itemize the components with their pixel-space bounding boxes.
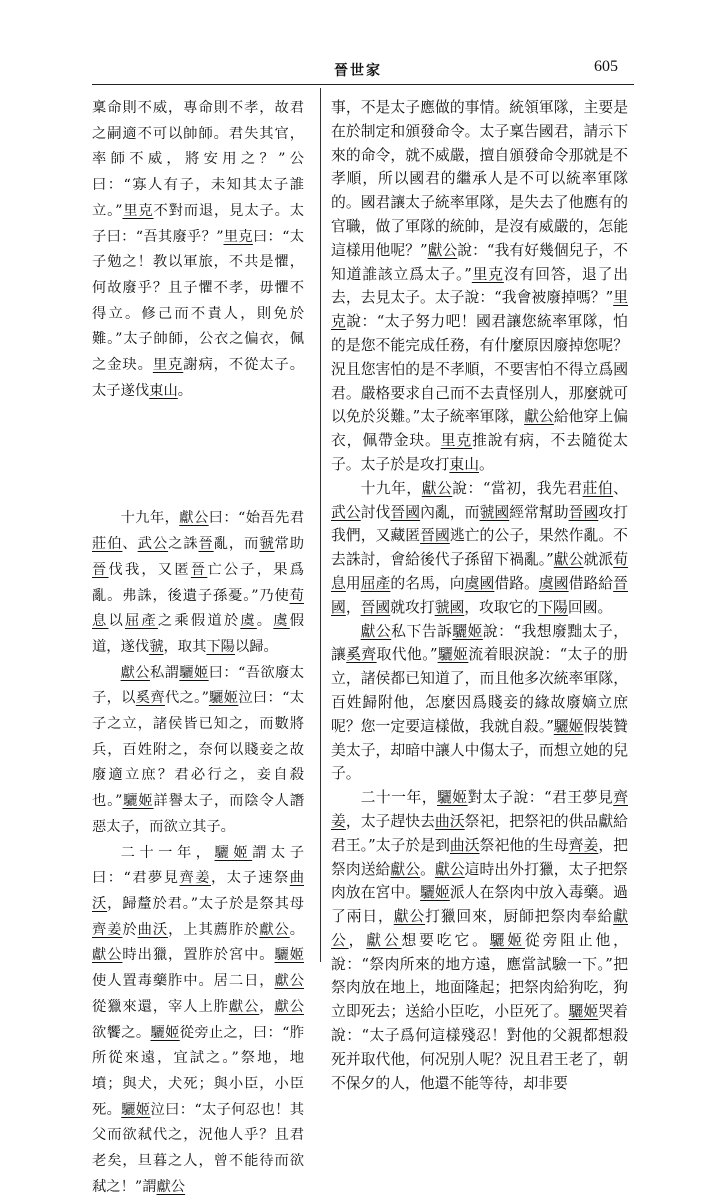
text-run: 說：“我想廢黜太子，讓 <box>331 622 628 664</box>
proper-noun: 里克 <box>471 265 504 283</box>
text-run: 曰：“吾欲廢太子，以 <box>92 664 305 707</box>
proper-noun: 虢國 <box>434 598 465 616</box>
text-run: 假裝贊美太子，却暗中讓人中傷太子，而想立她的兒子。 <box>331 717 628 783</box>
proper-noun: 獻公 <box>393 908 426 926</box>
text-run: 伐我，又匿 <box>108 561 191 578</box>
text-run: 之誅 <box>168 536 199 553</box>
text-run: 詳譽太子，而陰令人譖惡太子，而欲立其子。 <box>92 793 305 835</box>
text-run: 。 <box>177 382 193 399</box>
text-run: ，太子速祭 <box>210 870 290 887</box>
proper-noun: 驪姬 <box>121 1101 151 1118</box>
proper-noun: 獻公 <box>360 622 392 640</box>
text-run: 對太子說：“君王夢見 <box>467 789 614 807</box>
proper-noun: 晉 <box>190 561 208 578</box>
text-run: 以歸。 <box>234 638 278 655</box>
proper-noun: 屈產 <box>360 574 391 592</box>
text-run: 給他穿上偏衣，佩帶金玦。 <box>331 408 628 450</box>
proper-noun: 晉國 <box>331 574 628 616</box>
text-run: 謂太子曰：“君夢見 <box>92 844 305 887</box>
proper-noun: 里克 <box>122 202 154 219</box>
running-header-title: 晉世家 <box>334 63 382 79</box>
proper-noun: 莊伯 <box>582 479 614 497</box>
text-run: 、 <box>613 479 628 497</box>
proper-noun: 里克 <box>223 228 253 245</box>
proper-noun: 東山 <box>149 382 178 399</box>
text-run: 說：“當初，我先君 <box>452 479 583 497</box>
text-run: 假道，遂伐 <box>92 613 305 655</box>
text-run: 之乘假道於 <box>157 613 241 630</box>
text-run: 使人置毒藥胙中。居二日， <box>92 973 275 990</box>
text-run: 、 <box>122 536 138 553</box>
proper-noun: 齊姜 <box>92 921 123 938</box>
text-run: 時出獵，置胙於宮中。 <box>122 947 275 964</box>
text-run: 想要吃它。 <box>401 931 490 949</box>
proper-noun: 奚齊 <box>135 690 165 707</box>
text-run: 從旁阻止他，說：“祭肉所來的地方遠，應當試驗一下。”把祭肉放在地上，地面隆起；把祭肉給狗吃，狗立即死去；送給小臣吃，小臣死了。 <box>331 931 628 1021</box>
proper-noun: 驪姬 <box>437 789 468 807</box>
proper-noun: 驪姬 <box>553 717 584 735</box>
text-run: 祭祀他的生母 <box>479 836 569 854</box>
text-run: 從旁止之，曰：“胙所從來遠，宜試之。”祭地，地墳；與犬，犬死；與小臣，小臣死。 <box>92 1024 305 1118</box>
text-run: 十九年， <box>360 479 422 497</box>
proper-noun: 晉國 <box>360 598 391 616</box>
proper-noun: 里克 <box>152 357 184 374</box>
text-run: 討伐 <box>360 503 391 521</box>
proper-noun: 晉 <box>92 561 109 578</box>
proper-noun: 荀息 <box>92 587 304 630</box>
text-run: ，把祭肉送給 <box>331 836 628 878</box>
text-run: 內亂，而 <box>420 503 480 521</box>
proper-noun: 驪姬 <box>208 690 239 707</box>
proper-noun: 驪姬 <box>489 931 525 949</box>
text-run: 欲饗之。 <box>92 1024 151 1041</box>
text-run: 泣曰：“太子何忍也！其父而欲弒代之，況他人乎？且君老矣，旦暮之人，曾不能待而欲弒之！”謂 <box>92 1101 305 1195</box>
proper-noun: 獻公 <box>427 241 458 259</box>
proper-noun: 驪姬 <box>122 793 154 810</box>
text-run: 曰：“太子勉之！教以軍旅，不共是懼，何故廢乎？且子懼不孝，毋懼不得立。修己而不責人，則免於難。”太子帥師，公衣之偏衣，佩之金玦。 <box>92 228 304 374</box>
text-run: 推說有病，不去隨從太子。太子於是攻打 <box>331 432 628 473</box>
text-run: 取代他。” <box>376 646 438 664</box>
proper-noun: 獻公 <box>524 408 554 426</box>
text-run: 二十一年， <box>360 789 438 807</box>
text-run: 的名馬，向 <box>390 574 465 592</box>
proper-noun: 獻公 <box>434 860 465 878</box>
proper-noun: 屈產 <box>124 613 158 630</box>
proper-noun: 下陽 <box>538 598 568 616</box>
proper-noun: 獻公 <box>259 921 290 938</box>
proper-noun: 獻公 <box>156 1178 186 1195</box>
text-run: 哭着說：“太子爲何這樣殘忍！對他的父親都想殺死并取代他，何况别人呢？況且君王老了，朝不保夕的人，他還不能等待，却非要 <box>331 1003 628 1092</box>
text-run: 常助 <box>274 536 305 553</box>
text-run: 謝病，不從太子。太子遂伐 <box>92 357 305 399</box>
original-text-column <box>92 96 304 1200</box>
paragraph <box>92 506 304 660</box>
proper-noun: 虢國 <box>479 503 510 521</box>
text-run: 用 <box>345 574 361 592</box>
text-run: 從獵來還，宰人上胙 <box>92 998 229 1015</box>
text-run: ， <box>345 598 361 616</box>
text-run: 就派 <box>583 551 614 569</box>
text-run: 私謂 <box>149 664 180 681</box>
text-run: 曰：“始吾先君 <box>208 510 305 527</box>
proper-noun: 虞 <box>240 613 257 630</box>
text-run: 借路給 <box>568 574 614 592</box>
proper-noun: 齊姜 <box>331 789 628 830</box>
proper-noun: 驪姬 <box>214 844 253 861</box>
text-run: 流着眼淚說：“太子的册立，諸侯都已知道了，而且他多次統率軍隊，百姓歸附他，怎麼因爲賤妾的緣故廢嫡立庶呢？您一定要這樣做，我就自殺。” <box>331 646 628 735</box>
text-run: 。 <box>289 921 305 938</box>
proper-noun: 晉國 <box>390 503 421 521</box>
text-run: 。 <box>420 860 435 878</box>
proper-noun: 曲沃 <box>434 812 465 830</box>
column-divider <box>320 88 321 962</box>
proper-noun: 武公 <box>137 536 169 553</box>
proper-noun: 晉 <box>198 536 214 553</box>
proper-noun: 東山 <box>449 455 479 473</box>
proper-noun: 驪姬 <box>274 947 305 964</box>
text-run: ，歸釐於君。”太子於是祭其母 <box>107 895 304 912</box>
paragraph <box>92 841 304 1200</box>
paragraph <box>331 96 628 477</box>
text-run: 亡公子，果爲亂。弗誅，後遺子孫憂。”乃使 <box>92 561 305 604</box>
proper-noun: 里克 <box>440 432 473 450</box>
proper-noun: 武公 <box>331 503 361 521</box>
proper-noun: 晉國 <box>420 527 450 545</box>
proper-noun: 下陽 <box>206 638 235 655</box>
text-run: 。 <box>256 613 274 630</box>
proper-noun: 獻公 <box>179 510 209 527</box>
proper-noun: 獻公 <box>120 664 150 681</box>
text-run: 逃亡的公子，果然作亂。不去誅討，會給後代子孫留下禍亂。” <box>331 527 628 569</box>
proper-noun: 獻公 <box>92 947 123 964</box>
text-run: 派人在祭肉中放入毒藥。過了兩日， <box>331 884 628 926</box>
text-run: 這時出外打獵，太子把祭肉放在宮中。 <box>331 860 628 902</box>
paragraph <box>331 620 628 787</box>
proper-noun: 驪姬 <box>568 1003 599 1021</box>
proper-noun: 曲沃 <box>449 836 480 854</box>
text-run: 說：“我有好幾個兒子，不知道誰該立爲太子。” <box>331 241 628 283</box>
proper-noun: 獻公 <box>366 931 402 949</box>
proper-noun: 獻公 <box>553 551 584 569</box>
proper-noun: 曲沃 <box>92 870 305 912</box>
text-run: 打獵回來，厨師把祭肉奉給 <box>425 908 614 926</box>
text-run: 亂，而 <box>213 536 260 553</box>
proper-noun: 獻公 <box>274 998 305 1015</box>
paragraph <box>92 96 304 404</box>
text-run: 私下告訴 <box>391 622 453 640</box>
text-run: ，取其 <box>163 638 207 655</box>
proper-noun: 虞國 <box>464 574 495 592</box>
text-run: 於 <box>122 921 138 938</box>
text-run: 攻打我們，又藏匿 <box>331 503 628 545</box>
proper-noun: 奚齊 <box>346 646 377 664</box>
proper-noun: 虞 <box>273 613 290 630</box>
text-run: 稟命則不威，專命則不孝，故君之嗣適不可以帥師。君失其官，率師不威，將安用之？”公曰：“寡人有子，未知其太子誰立。” <box>92 100 304 219</box>
text-run: 十九年， <box>120 510 180 527</box>
proper-noun: 莊伯 <box>92 536 123 553</box>
proper-noun: 驪姬 <box>150 1024 180 1041</box>
text-run: 借路。 <box>494 574 539 592</box>
proper-noun: 獻公 <box>274 973 305 990</box>
text-run: 不對而退，見太子。太子曰：“吾其廢乎？” <box>92 202 305 245</box>
proper-noun: 荀息 <box>331 551 628 592</box>
text-run: 泣曰：“太子之立，諸侯皆已知之，而數將兵，百姓附之，奈何以賤妾之故廢適立庶？君必行之，妾自殺也。” <box>92 690 305 810</box>
proper-noun: 驪姬 <box>420 884 450 902</box>
text-run: 回國。 <box>567 598 613 616</box>
translation-column <box>331 96 628 1095</box>
text-run: 以 <box>108 613 125 630</box>
proper-noun: 獻公 <box>228 998 260 1015</box>
proper-noun: 驪姬 <box>179 664 209 681</box>
text-run: 。 <box>479 455 494 473</box>
text-run: ， <box>348 931 367 949</box>
proper-noun: 驪姬 <box>437 646 469 664</box>
proper-noun: 晉國 <box>568 503 599 521</box>
text-run: ， <box>259 998 275 1015</box>
proper-noun: 獻公 <box>390 860 421 878</box>
proper-noun: 曲沃 <box>137 921 169 938</box>
proper-noun: 虞國 <box>538 574 569 592</box>
proper-noun: 獻公 <box>421 479 453 497</box>
text-run: 說：“太子努力吧！國君讓您統率軍隊，怕的是您不能完成任務，有什麼原因廢掉您呢？況且您害怕的是不孝順，不要害怕不得立爲國君。嚴格要求自己而不去責怪別人，那麼就可以免於災難。”太子統率軍隊， <box>331 313 628 426</box>
text-run: ，太子趕快去 <box>345 812 435 830</box>
text-run: 沒有回答，退了出去，去見太子。太子說：“我會被廢掉嗎？” <box>331 265 628 307</box>
proper-noun: 獻公 <box>331 908 628 949</box>
proper-noun: 齊姜 <box>568 836 599 854</box>
text-run: ，上其薦胙於 <box>168 921 260 938</box>
text-run: 事，不是太子應做的事情。統領軍隊，主要是在於制定和頒發命令。太子稟告國君，請示下來的命令，就不威嚴，擅自頒發命令那就是不孝順，所以國君的繼承人是不可以統率軍隊的。國君讓太子統率軍隊，是失去了他應有的官職，做了軍隊的統帥，是沒有威嚴的，怎能這樣用他呢？” <box>331 99 628 259</box>
text-run: 祭祀，把祭祀的供品獻給君王。”太子於是到 <box>331 812 628 854</box>
text-run: 代之。” <box>164 690 209 707</box>
proper-noun: 齊姜 <box>179 870 211 887</box>
proper-noun: 虢 <box>259 536 275 553</box>
proper-noun: 里克 <box>331 289 628 331</box>
header-rule <box>92 84 634 85</box>
page-number: 605 <box>594 58 618 75</box>
paragraph <box>331 786 628 1095</box>
text-run: 經常幫助 <box>509 503 569 521</box>
text-run: ，攻取它的 <box>464 598 539 616</box>
proper-noun: 虢 <box>149 638 164 655</box>
text-run: 二十一年， <box>120 844 215 861</box>
proper-noun: 驪姬 <box>452 622 483 640</box>
paragraph <box>331 477 628 620</box>
text-run: 就攻打 <box>390 598 435 616</box>
paragraph <box>92 661 304 841</box>
